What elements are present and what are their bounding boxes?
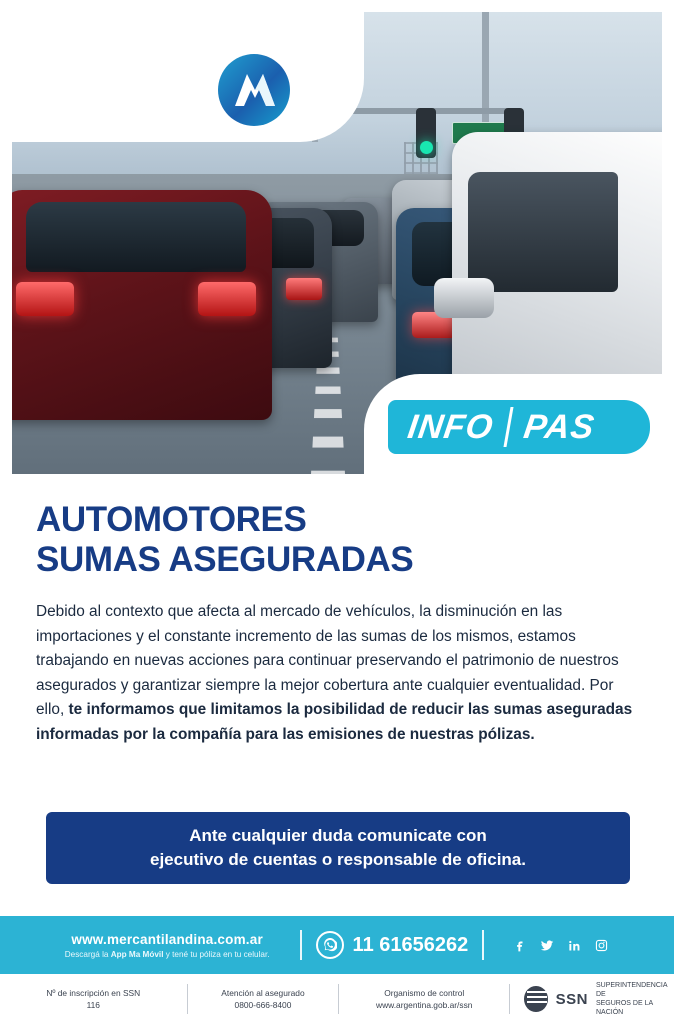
control-label: Organismo de control: [384, 988, 465, 998]
ssn-globe-icon: [524, 986, 548, 1012]
ssn-full-name: [596, 981, 674, 1017]
legal-inscription: [0, 987, 187, 1011]
info-pas-badge: [388, 400, 650, 454]
facebook-icon[interactable]: [512, 938, 527, 953]
instagram-icon[interactable]: [594, 938, 609, 953]
cta-line-2: ejecutivo de cuentas o responsable de oficina.: [149, 850, 526, 869]
ribbon-divider: [504, 407, 514, 447]
car-red-foreground: [12, 190, 272, 420]
body-paragraph: [36, 600, 640, 747]
phone-number: 11 61656262: [352, 933, 469, 956]
light-pole-right: [482, 12, 489, 132]
website-link[interactable]: www.mercantilandina.com.ar: [71, 931, 263, 947]
traffic-light-1: [416, 108, 436, 158]
inscription-label: Nº de inscripción en SSN: [46, 988, 141, 998]
footer-contact-bar: [0, 916, 674, 974]
app-promo-text: [65, 950, 270, 959]
info-pas-ribbon: [364, 374, 662, 474]
control-url[interactable]: www.argentina.gob.ar/ssn: [376, 1000, 473, 1010]
mercantil-andina-m-logo: [218, 54, 290, 126]
paragraph-normal: Debido al contexto que afecta al mercado de vehículos, la disminución en las importaciones y el constante incremento de las sumas de los mismos, estamos trabajando en nuevas acciones para continuar preservando el patrimonio de nuestros asegurados y garantizar siempre la mejor cobertura ante cualquier eventualidad. Por ello,: [36, 603, 619, 718]
legal-customer-service: [187, 987, 338, 1011]
footer-divider-2: [482, 930, 484, 960]
logo-plate: [12, 12, 364, 142]
hero-image: [12, 12, 662, 474]
linkedin-icon[interactable]: [567, 938, 582, 953]
whatsapp-contact[interactable]: [316, 931, 469, 959]
service-phone: 0800-666-8400: [234, 1000, 292, 1010]
whatsapp-icon: [316, 931, 344, 959]
info-label: INFO: [405, 407, 496, 446]
ssn-abbr: SSN: [555, 990, 588, 1008]
footer-website-block: [65, 932, 270, 959]
social-links: [512, 938, 609, 953]
ssn-logo: [510, 981, 674, 1017]
twitter-icon[interactable]: [539, 938, 555, 953]
title-line-1: AUTOMOTORES: [36, 500, 307, 539]
ssn-name-line-1: SUPERINTENDENCIA DE: [595, 982, 668, 998]
title-line-2: SUMAS ASEGURADAS: [36, 540, 414, 579]
footer-legal-bar: [0, 974, 674, 1024]
inscription-value: 116: [86, 1000, 100, 1010]
app-promo-post: y tené tu póliza en tu celular.: [163, 949, 270, 959]
ssn-text: [556, 991, 588, 1008]
paragraph-bold: te informamos que limitamos la posibilidad de reducir las sumas aseguradas informadas por la compañía para las emisiones de nuestras pólizas.: [36, 701, 633, 743]
page-title: [36, 500, 640, 580]
main-content: [36, 500, 640, 747]
ssn-name-line-2: SEGUROS DE LA NACIÓN: [595, 1000, 653, 1016]
footer-divider-1: [300, 930, 302, 960]
cta-line-1: Ante cualquier duda comunicate con: [189, 826, 487, 845]
legal-control-body: [339, 987, 509, 1011]
cta-banner: [46, 812, 630, 884]
app-promo-pre: Descargá la: [64, 949, 111, 959]
app-promo-bold: App Ma Móvil: [110, 949, 164, 959]
pas-label: PAS: [521, 407, 598, 446]
service-label: Atención al asegurado: [221, 988, 305, 998]
